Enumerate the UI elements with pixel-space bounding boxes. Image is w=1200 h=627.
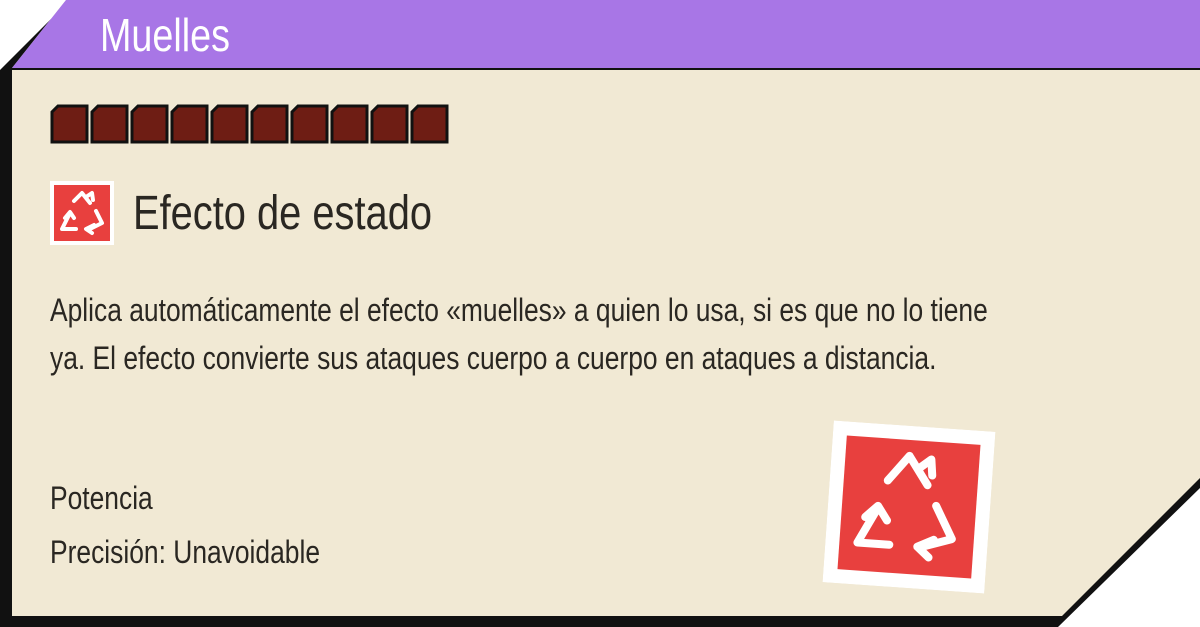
cost-pips <box>50 104 449 144</box>
description-line: Aplica automáticamente el efecto «muelles» a quien lo usa, si es que no lo tiene <box>50 292 988 328</box>
cost-pip <box>50 104 89 144</box>
cost-pip <box>90 104 129 144</box>
recycle-arrows-icon <box>823 421 996 594</box>
move-description <box>50 286 1040 382</box>
power-stat: Potencia <box>50 480 153 516</box>
cost-pip <box>410 104 449 144</box>
cost-pip <box>290 104 329 144</box>
cost-pip <box>250 104 289 144</box>
cost-pip <box>170 104 209 144</box>
cost-pip <box>330 104 369 144</box>
recycle-arrows-icon <box>50 181 114 245</box>
accuracy-stat: Precisión: Unavoidable <box>50 534 321 570</box>
description-line: ya. El efecto convierte sus ataques cuerpo a cuerpo en ataques a distancia. <box>50 340 937 376</box>
cost-pip <box>370 104 409 144</box>
move-title: Muelles <box>100 9 230 61</box>
category-label: Efecto de estado <box>133 187 433 240</box>
cost-pip <box>130 104 169 144</box>
cost-pip <box>210 104 249 144</box>
